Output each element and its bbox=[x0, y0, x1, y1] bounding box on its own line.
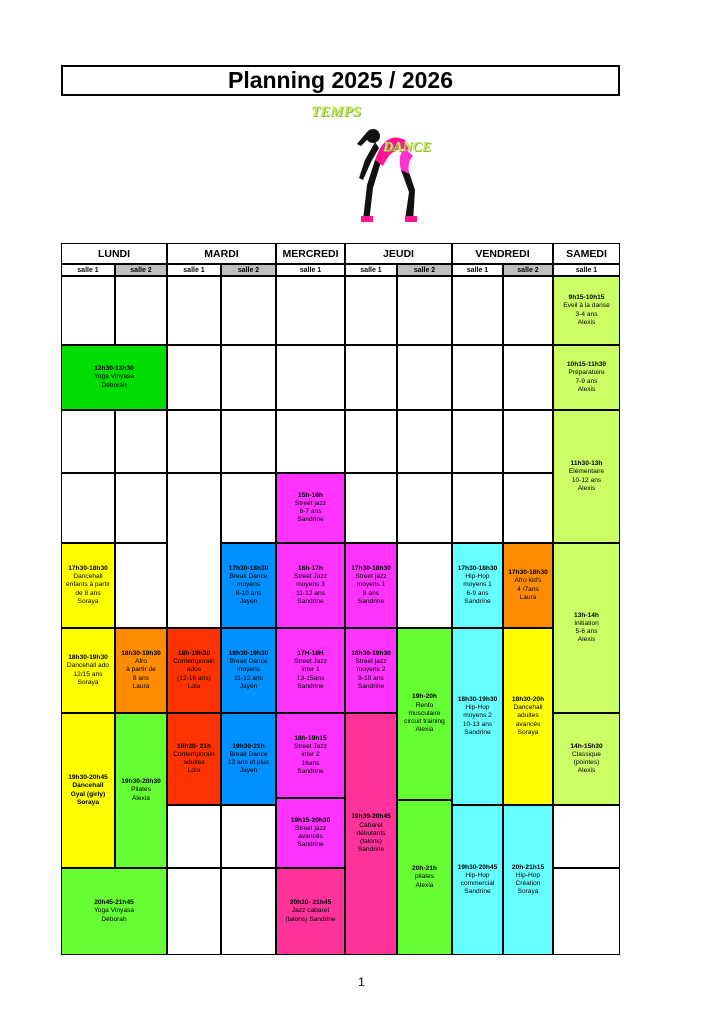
empty-slot bbox=[397, 473, 452, 543]
course-detail: adultes bbox=[183, 759, 205, 766]
course-block-mer-street-inter1[interactable] bbox=[276, 628, 345, 713]
course-detail: Dancehall ado bbox=[66, 662, 110, 670]
course-detail: Classique bbox=[572, 750, 601, 758]
day-header-samedi: SAMEDI bbox=[553, 243, 620, 264]
course-time: 11h30-13h bbox=[570, 460, 603, 468]
course-detail: pilates bbox=[414, 873, 435, 881]
course-detail: 10-12 ans bbox=[571, 476, 602, 484]
course-detail: Hip-Hop bbox=[465, 573, 490, 581]
course-detail: Préparatoire bbox=[568, 369, 605, 377]
course-detail: moyens 2 bbox=[463, 712, 492, 720]
course-time: 17h30-18h30 bbox=[351, 564, 391, 572]
course-detail: inter 1 bbox=[301, 666, 320, 674]
course-time: 16h-17h bbox=[298, 564, 323, 572]
page-title: Planning 2025 / 2026 bbox=[61, 65, 620, 96]
course-block-sam-elementaire[interactable] bbox=[553, 410, 620, 543]
course-time: 20h30- 21h45 bbox=[289, 899, 332, 907]
empty-slot bbox=[397, 543, 452, 628]
course-detail: Street jazz bbox=[294, 824, 327, 832]
course-time: 19h15-20h30 bbox=[290, 816, 331, 824]
course-detail: 11-12 ans bbox=[234, 674, 263, 682]
course-block-mar-break-1[interactable] bbox=[221, 543, 276, 628]
course-detail: moyens bbox=[236, 581, 261, 589]
day-header-mardi: MARDI bbox=[167, 243, 276, 264]
course-detail: 6-7 ans bbox=[299, 508, 322, 515]
course-block-jeu-pilates[interactable] bbox=[397, 800, 452, 955]
course-detail: Alexia bbox=[415, 726, 434, 734]
course-time: 9h15-10h15 bbox=[568, 294, 605, 302]
course-detail: Dancehall bbox=[513, 704, 543, 712]
course-detail: Soraya bbox=[517, 888, 539, 896]
course-detail: 5-6 ans bbox=[575, 628, 598, 635]
course-detail: Break Dance bbox=[229, 573, 268, 581]
empty-slot bbox=[553, 805, 620, 868]
room-header: salle 2 bbox=[115, 264, 167, 276]
course-time: 14h-15h30 bbox=[570, 742, 603, 750]
logo-word-temps: TEMPS bbox=[311, 104, 362, 120]
course-detail: Gyal (girly) bbox=[70, 790, 106, 798]
course-detail: Contemporain bbox=[173, 658, 215, 666]
course-block-ven-afro-kids[interactable] bbox=[503, 543, 553, 628]
course-time: 17h30-18h30 bbox=[68, 564, 108, 572]
empty-slot bbox=[61, 410, 115, 473]
weekly-schedule-grid bbox=[61, 243, 620, 955]
course-detail: 4 /7ans bbox=[517, 585, 539, 593]
course-detail: Street jazz bbox=[294, 499, 327, 507]
course-detail: Sandrine bbox=[297, 682, 324, 690]
course-block-ven-hiphop-creation[interactable] bbox=[503, 805, 553, 955]
course-block-mer-street-inter2[interactable] bbox=[276, 713, 345, 798]
course-detail: (12-16 ans) bbox=[177, 674, 211, 682]
course-detail: 16ans bbox=[301, 759, 320, 767]
course-detail: Initiation bbox=[574, 619, 599, 627]
course-time: 19h30-20h45 bbox=[351, 813, 391, 821]
logo-word-dance: DANCE bbox=[383, 140, 432, 155]
course-detail: Afro bbox=[134, 658, 148, 666]
course-detail: Création bbox=[515, 880, 541, 887]
course-detail: Pilates bbox=[131, 786, 151, 794]
course-time: 20h45-21h45 bbox=[94, 899, 134, 907]
empty-slot bbox=[397, 410, 452, 473]
day-header-jeudi: JEUDI bbox=[345, 243, 452, 264]
course-detail: Soraya bbox=[517, 728, 539, 736]
room-header: salle 2 bbox=[397, 264, 452, 276]
empty-slot bbox=[503, 276, 553, 345]
day-header-mercredi: MERCREDI bbox=[276, 243, 345, 264]
empty-slot bbox=[167, 473, 221, 628]
course-detail: Sandrine bbox=[357, 597, 385, 605]
course-block-lun-dancehall-ado[interactable] bbox=[61, 628, 115, 713]
course-detail: moyens 1 bbox=[463, 581, 492, 589]
course-detail: ados bbox=[186, 666, 202, 674]
course-detail: Soraya bbox=[77, 597, 99, 605]
course-time: 17h30-18h30 bbox=[228, 564, 269, 572]
empty-slot bbox=[397, 276, 452, 345]
room-header: salle 1 bbox=[61, 264, 115, 276]
empty-slot bbox=[167, 805, 221, 868]
course-time: 19h30-20h45 bbox=[457, 863, 498, 871]
page-number: 1 bbox=[358, 975, 365, 989]
empty-slot bbox=[345, 473, 397, 543]
course-detail: Dancehall bbox=[72, 782, 104, 790]
course-detail: Yoga Vinyasa bbox=[94, 373, 134, 381]
course-time: 12h30-13h30 bbox=[94, 365, 134, 373]
course-time: 19h30- 21h bbox=[176, 742, 212, 750]
course-time: 10h15-11h30 bbox=[566, 361, 607, 369]
course-detail: Lola bbox=[187, 682, 201, 690]
course-detail: avancés bbox=[298, 833, 323, 840]
empty-slot bbox=[221, 868, 276, 955]
course-detail: Alexis bbox=[577, 385, 596, 393]
empty-slot bbox=[452, 410, 503, 473]
empty-slot bbox=[221, 410, 276, 473]
course-detail: 3-4 ans bbox=[575, 310, 598, 318]
course-time: 18h30-19h30 bbox=[228, 649, 269, 657]
course-detail: (talons) Sandrine bbox=[285, 915, 336, 923]
course-detail: de 8 ans bbox=[75, 589, 101, 597]
course-detail: Alexis bbox=[577, 318, 596, 326]
course-detail: 10-13 ans bbox=[462, 720, 493, 728]
course-detail: circuit training bbox=[404, 718, 445, 726]
course-detail: Street jazz bbox=[355, 658, 387, 666]
empty-slot bbox=[503, 345, 553, 410]
course-detail: 6-9 ans bbox=[466, 589, 489, 597]
course-detail: Jazz cabaret bbox=[291, 907, 330, 915]
course-block-mar-break-2[interactable] bbox=[221, 628, 276, 713]
course-block-ven-hiphop-1[interactable] bbox=[452, 543, 503, 628]
course-block-jeu-renfo[interactable] bbox=[397, 628, 452, 800]
course-detail: Sandrine bbox=[297, 841, 324, 849]
course-block-mer-jazz-cabaret[interactable] bbox=[276, 868, 345, 955]
empty-slot bbox=[553, 868, 620, 955]
course-block-sam-initiation[interactable] bbox=[553, 543, 620, 713]
course-block-lun-yoga-soir[interactable] bbox=[61, 868, 167, 955]
course-block-mar-contempo-ados[interactable] bbox=[167, 628, 221, 713]
room-header: salle 1 bbox=[452, 264, 503, 276]
course-detail: Alexis bbox=[577, 636, 596, 644]
course-detail: commercial bbox=[460, 880, 495, 887]
course-detail: inter 2 bbox=[301, 751, 320, 759]
course-detail: 7-9 ans bbox=[575, 377, 598, 385]
empty-slot bbox=[452, 345, 503, 410]
course-block-mer-street-avances[interactable] bbox=[276, 798, 345, 868]
course-block-lun-afro[interactable] bbox=[115, 628, 167, 713]
course-detail: Alexis bbox=[577, 767, 596, 775]
course-detail: Hip-Hop bbox=[465, 871, 490, 879]
empty-slot bbox=[61, 473, 115, 543]
course-detail: Alexis bbox=[577, 484, 596, 492]
course-time: 18h30-19h30 bbox=[121, 649, 161, 657]
course-time: 19h30-21h bbox=[232, 742, 265, 750]
course-detail: Street Jazz bbox=[294, 573, 327, 581]
empty-slot bbox=[397, 345, 452, 410]
course-time: 18h-19h30 bbox=[177, 649, 211, 657]
course-detail: Sandrine bbox=[297, 516, 324, 524]
course-detail: Yoga Vinyasa bbox=[94, 907, 134, 915]
empty-slot bbox=[167, 868, 221, 955]
empty-slot bbox=[452, 473, 503, 543]
empty-slot bbox=[61, 276, 115, 345]
course-detail: Dancehall bbox=[73, 573, 103, 581]
course-detail: Laura bbox=[132, 682, 150, 690]
course-detail: Street Jazz bbox=[294, 743, 327, 751]
temps-dance-logo bbox=[305, 100, 455, 228]
course-detail: débutants bbox=[356, 829, 386, 837]
course-block-lun-pilates[interactable] bbox=[115, 713, 167, 868]
empty-slot bbox=[221, 805, 276, 868]
course-detail: Sandrine bbox=[464, 888, 491, 896]
room-header: salle 1 bbox=[276, 264, 345, 276]
empty-slot bbox=[115, 543, 167, 628]
course-detail: avancés bbox=[515, 720, 541, 728]
course-detail: Déborah bbox=[101, 915, 127, 923]
empty-slot bbox=[221, 473, 276, 543]
course-detail: Eveil à la danse bbox=[563, 302, 610, 310]
course-time: 15h-16h bbox=[298, 491, 323, 499]
course-detail: Hip-Hop bbox=[515, 871, 541, 879]
course-detail: Jayen bbox=[239, 597, 258, 605]
course-detail: Jayen bbox=[239, 682, 258, 690]
course-detail: Sandrine bbox=[297, 597, 324, 605]
course-time: 17H-18H bbox=[297, 649, 324, 657]
empty-slot bbox=[167, 345, 221, 410]
course-time: 17h30-18h30 bbox=[508, 569, 548, 577]
course-detail: Renfo bbox=[415, 701, 434, 709]
course-detail: 12/15 ans bbox=[73, 670, 103, 678]
course-block-sam-classique[interactable] bbox=[553, 713, 620, 805]
empty-slot bbox=[115, 410, 167, 473]
empty-slot bbox=[221, 345, 276, 410]
course-detail: Hip-Hop bbox=[465, 704, 490, 712]
course-detail: Street jazz bbox=[355, 573, 387, 581]
course-block-mer-street-6-7[interactable] bbox=[276, 473, 345, 543]
course-detail: 8 ans bbox=[362, 589, 380, 597]
course-block-mar-contempo-adultes[interactable] bbox=[167, 713, 221, 805]
empty-slot bbox=[276, 276, 345, 345]
course-time: 13h-14h bbox=[574, 611, 599, 619]
empty-slot bbox=[503, 410, 553, 473]
course-detail: moyens 3 bbox=[296, 581, 325, 589]
course-block-sam-eveil[interactable] bbox=[553, 276, 620, 345]
course-block-jeu-cabaret[interactable] bbox=[345, 713, 397, 955]
empty-slot bbox=[345, 276, 397, 345]
course-detail: Break Dance bbox=[229, 658, 268, 666]
room-header: salle 1 bbox=[167, 264, 221, 276]
course-block-mer-street-moyens3[interactable] bbox=[276, 543, 345, 628]
course-detail: Sandrine bbox=[357, 846, 385, 854]
course-detail: Sandrine bbox=[464, 728, 491, 736]
course-detail: Cabaret bbox=[359, 821, 383, 829]
course-detail: (talons) bbox=[360, 838, 382, 846]
empty-slot bbox=[276, 410, 345, 473]
course-detail: Alexia bbox=[132, 794, 150, 802]
day-header-lundi: LUNDI bbox=[61, 243, 167, 264]
course-detail: enfants à partir bbox=[66, 581, 110, 589]
course-time: 18h30-19h30 bbox=[68, 654, 108, 662]
course-detail: 8 ans bbox=[132, 674, 150, 682]
course-detail: 11-12 ans bbox=[296, 589, 325, 597]
empty-slot bbox=[221, 276, 276, 345]
course-time: 18h30-19h30 bbox=[351, 649, 391, 657]
course-block-jeu-street-moyens1[interactable] bbox=[345, 543, 397, 628]
course-detail: 9-10 ans bbox=[358, 674, 384, 682]
course-detail: Jayen bbox=[239, 767, 258, 775]
course-detail: moyens 1 bbox=[356, 581, 386, 589]
course-block-jeu-street-moyens2[interactable] bbox=[345, 628, 397, 713]
course-time: 20h-21h bbox=[412, 865, 437, 873]
empty-slot bbox=[345, 410, 397, 473]
course-block-ven-dancehall-adultes[interactable] bbox=[503, 628, 553, 805]
empty-slot bbox=[276, 345, 345, 410]
empty-slot bbox=[503, 473, 553, 543]
course-detail: Sandrine bbox=[357, 682, 385, 690]
course-detail: moyens bbox=[236, 666, 261, 674]
course-detail: Sandrine bbox=[464, 597, 491, 605]
course-detail: Afro kid's bbox=[514, 577, 542, 585]
course-detail: Elémentaire bbox=[568, 468, 605, 476]
day-header-vendredi: VENDREDI bbox=[452, 243, 553, 264]
course-time: 19h30-20h45 bbox=[68, 774, 108, 782]
course-block-lun-yoga-midi[interactable] bbox=[61, 345, 167, 410]
course-detail: Contemporain bbox=[173, 750, 215, 758]
course-block-mar-break-3[interactable] bbox=[221, 713, 276, 805]
course-time: 18h30-20h bbox=[511, 695, 545, 703]
course-block-ven-hiphop-2[interactable] bbox=[452, 628, 503, 805]
empty-slot bbox=[167, 276, 221, 345]
room-header: salle 2 bbox=[503, 264, 553, 276]
course-time: 19h-20h bbox=[412, 693, 437, 701]
empty-slot bbox=[345, 345, 397, 410]
course-block-ven-hiphop-commercial[interactable] bbox=[452, 805, 503, 955]
course-time: 20h-21h15 bbox=[511, 863, 545, 871]
course-detail: à partir de bbox=[126, 666, 156, 674]
course-detail: Break Dance bbox=[229, 750, 268, 758]
course-time: 19h30-20h30 bbox=[121, 778, 161, 786]
empty-slot bbox=[115, 276, 167, 345]
course-detail: Alexia bbox=[415, 881, 434, 889]
course-detail: 8-10 ans bbox=[235, 589, 262, 597]
course-detail: Lola bbox=[187, 767, 201, 775]
course-time: 17h30-18h30 bbox=[457, 564, 498, 572]
course-detail: musculaire bbox=[408, 709, 441, 717]
course-block-lun-dancehall-gyal[interactable] bbox=[61, 713, 115, 868]
course-time: 18h-19h15 bbox=[294, 734, 327, 742]
empty-slot bbox=[167, 410, 221, 473]
course-detail: (pointes) bbox=[573, 759, 600, 766]
course-detail: Sandrine bbox=[297, 767, 324, 775]
room-header: salle 1 bbox=[345, 264, 397, 276]
course-detail: adultes bbox=[517, 712, 539, 720]
course-time: 18h30-19h30 bbox=[457, 695, 498, 703]
course-detail: moyens 2 bbox=[356, 666, 386, 674]
course-detail: Soraya bbox=[77, 798, 99, 806]
course-block-sam-preparatoire[interactable] bbox=[553, 345, 620, 410]
room-header: salle 2 bbox=[221, 264, 276, 276]
room-header: salle 1 bbox=[553, 264, 620, 276]
course-detail: Laura bbox=[519, 593, 537, 601]
course-detail: Déborah bbox=[101, 381, 127, 389]
empty-slot bbox=[115, 473, 167, 543]
course-block-lun-dancehall-enfants[interactable] bbox=[61, 543, 115, 628]
course-detail: Street Jazz bbox=[294, 658, 327, 666]
empty-slot bbox=[452, 276, 503, 345]
course-detail: 13-15ans bbox=[296, 674, 325, 682]
course-detail: 13 ans et plus bbox=[227, 759, 270, 766]
course-detail: Soraya bbox=[77, 678, 99, 686]
